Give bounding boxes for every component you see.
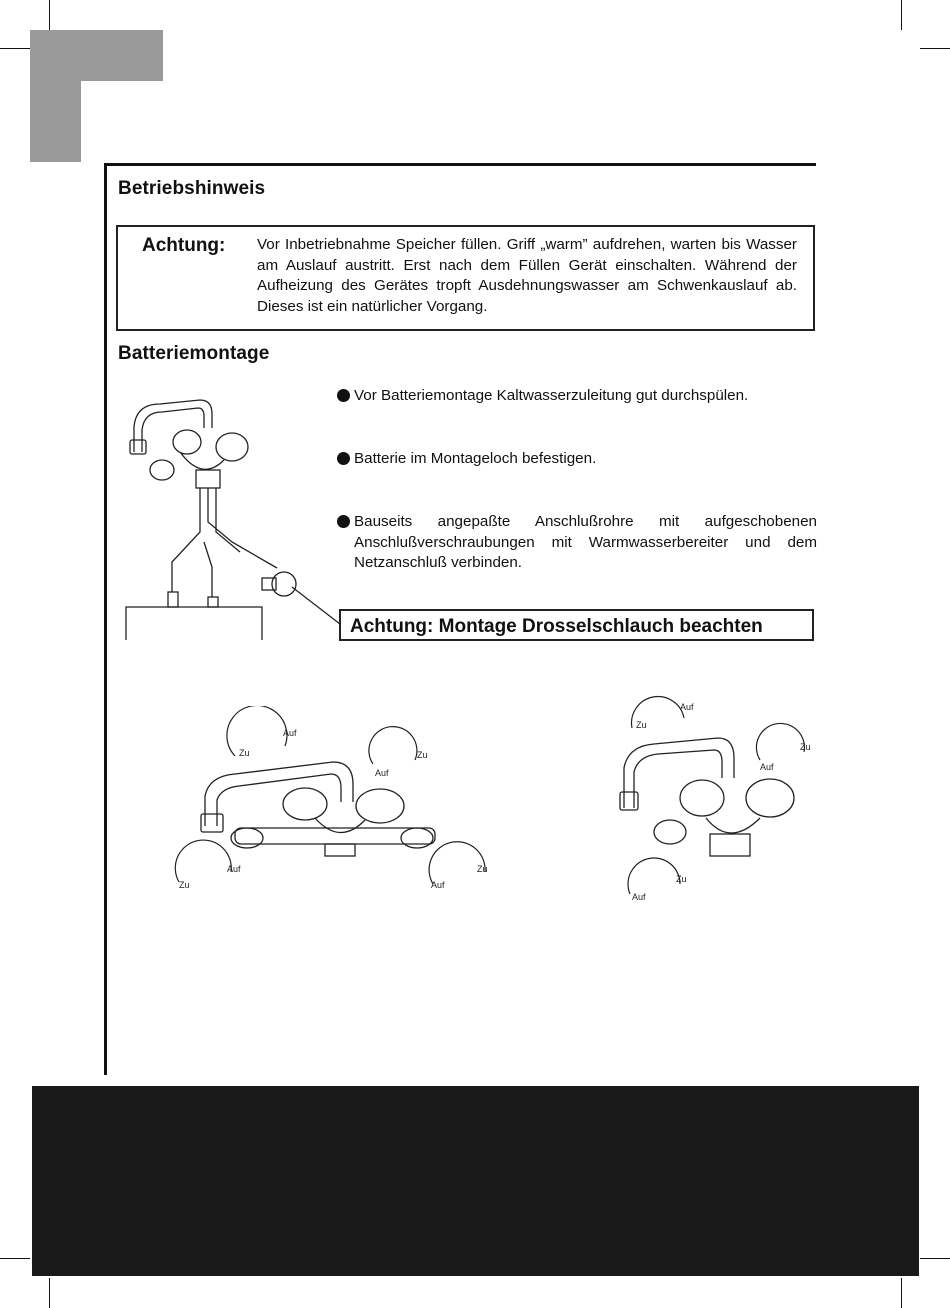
warning-box: Achtung: Montage Drosselschlauch beachten <box>339 609 814 641</box>
bullet-text: Vor Batteriemontage Kaltwasserzuleitung gut durchspülen. <box>354 387 749 404</box>
section-heading-batteriemontage: Batteriemontage <box>118 343 270 364</box>
notice-label: Achtung: <box>142 235 226 256</box>
rotation-label-zu: Zu <box>636 720 647 730</box>
notice-text: Vor Inbetriebnahme Speicher füllen. Griff „warm” aufdrehen, warten bis Wasser am Auslauf austritt. Erst nach dem Füllen Gerät einschalten. Während der Aufheizung des Gerätes tropft Ausdehnungswasser am Schwenkauslauf ab. Dieses ist ein natürlicher Vorgang. <box>257 236 797 315</box>
faucet-illustration-right <box>610 688 825 908</box>
corner-tab <box>30 30 163 81</box>
rotation-label-zu: Zu <box>800 742 811 752</box>
rotation-label-zu: Zu <box>477 864 488 874</box>
crop-mark <box>901 0 902 30</box>
notice-box <box>116 225 815 331</box>
faucet-illustration-left <box>165 706 495 906</box>
rotation-label-zu: Zu <box>676 874 687 884</box>
rotation-label-auf: Auf <box>375 768 389 778</box>
crop-mark <box>0 48 30 49</box>
installation-illustration <box>112 392 432 654</box>
side-rule <box>104 165 107 1075</box>
rotation-label-auf: Auf <box>680 702 694 712</box>
bullet-text: Bauseits angepaßte Anschlußrohre mit aufgeschobenen Anschlußverschraubungen mit Warmwasserbereiter und dem Netzanschluß verbinden. <box>354 513 817 571</box>
rotation-label-auf: Auf <box>632 892 646 902</box>
corner-tab <box>30 81 81 162</box>
crop-mark <box>920 48 950 49</box>
bullet-text: Batterie im Montageloch befestigen. <box>354 450 597 467</box>
crop-mark <box>49 0 50 30</box>
top-rule <box>104 163 816 166</box>
footer-band <box>32 1086 919 1276</box>
crop-mark <box>901 1278 902 1308</box>
section-heading-betriebshinweis: Betriebshinweis <box>118 178 266 199</box>
crop-mark <box>920 1258 950 1259</box>
crop-mark <box>49 1278 50 1308</box>
rotation-label-auf: Auf <box>283 728 297 738</box>
rotation-label-zu: Zu <box>417 750 428 760</box>
rotation-label-auf: Auf <box>431 880 445 890</box>
rotation-label-zu: Zu <box>179 880 190 890</box>
rotation-label-auf: Auf <box>227 864 241 874</box>
rotation-label-auf: Auf <box>760 762 774 772</box>
crop-mark <box>0 1258 30 1259</box>
rotation-label-zu: Zu <box>239 748 250 758</box>
